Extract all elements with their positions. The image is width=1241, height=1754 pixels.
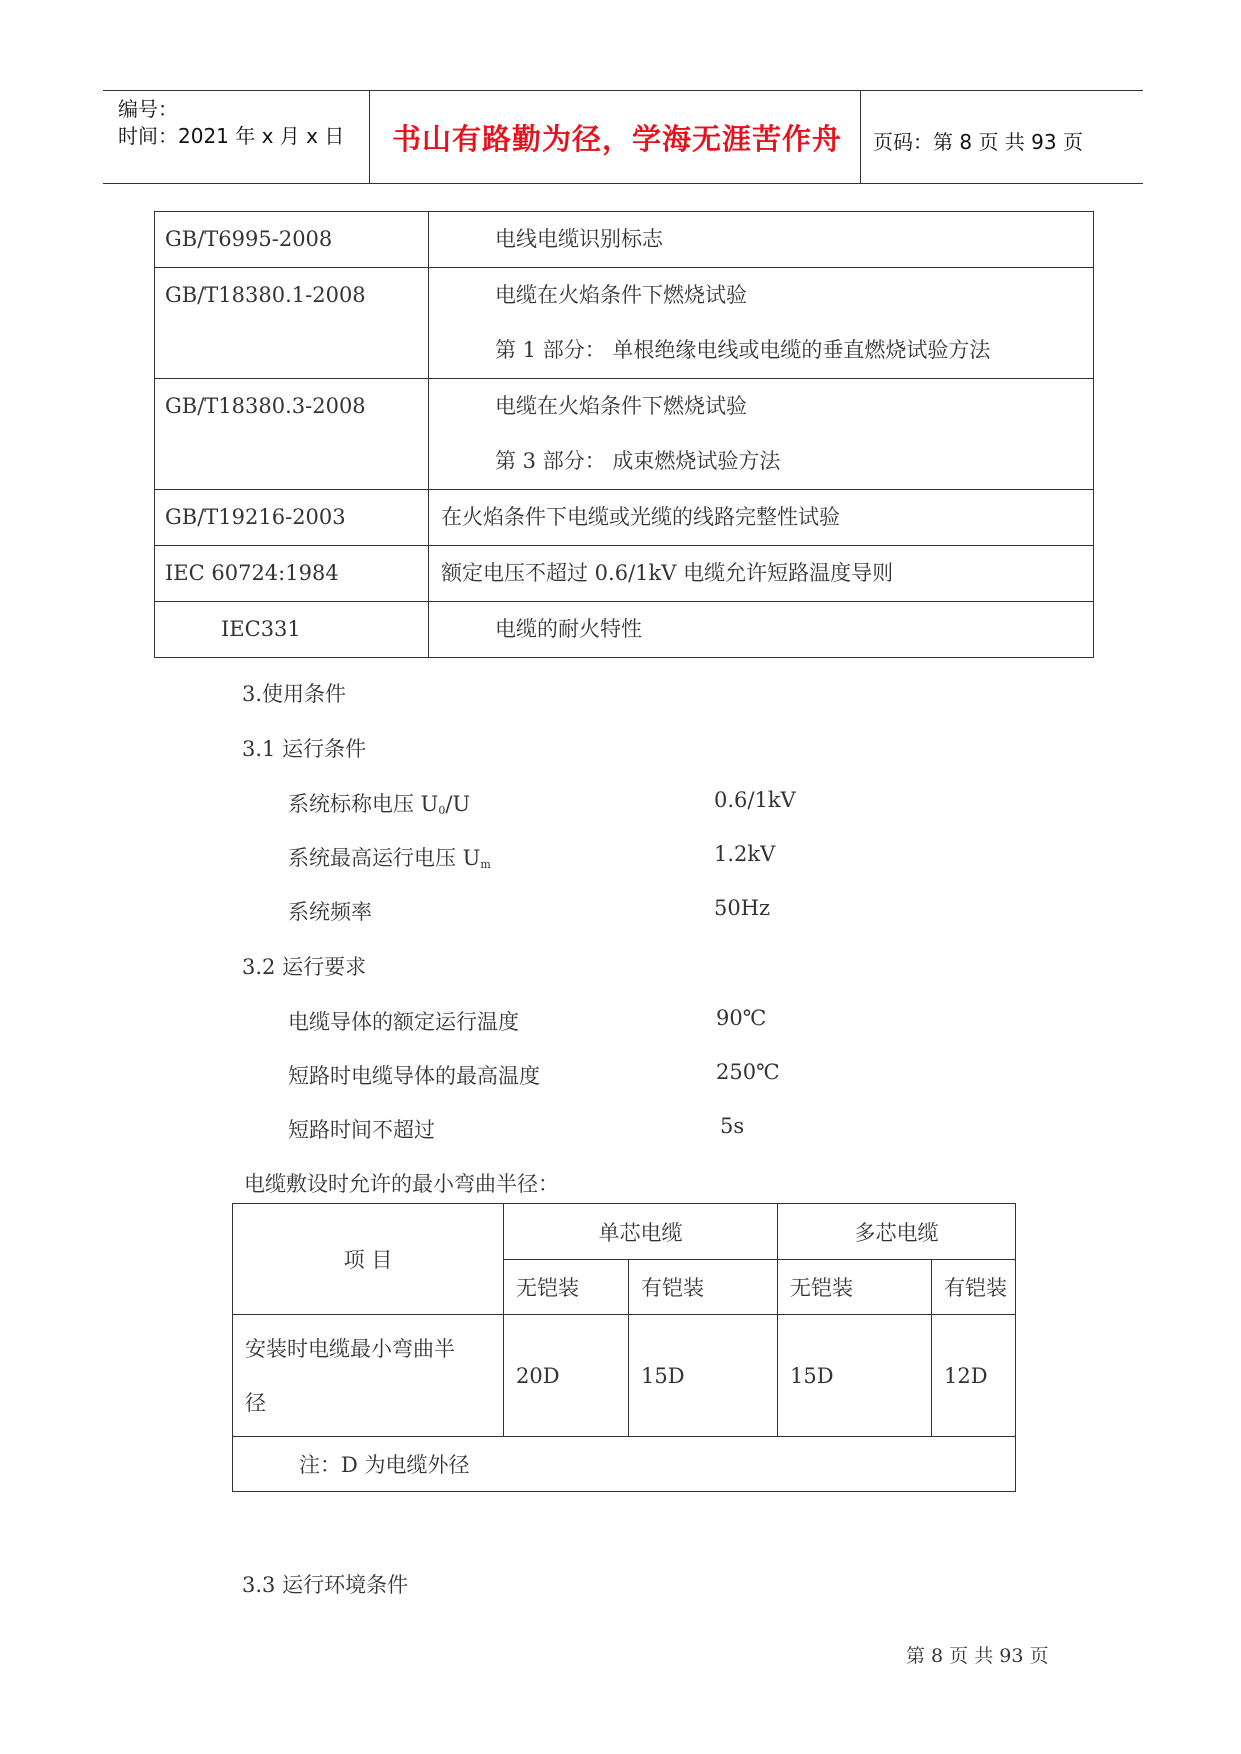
standard-code: GB/T18380.3-2008: [165, 394, 366, 418]
standards-table: [154, 211, 1094, 658]
unarmored-header: 无铠装: [778, 1260, 932, 1315]
armored-header: 有铠装: [629, 1260, 778, 1315]
table-row: [155, 268, 1094, 379]
header-bottom-rule: [103, 183, 1143, 184]
row-label-cell: [233, 1315, 504, 1437]
requirement-label: 短路时间不超过: [288, 1118, 435, 1142]
standard-title-cell: [429, 490, 1094, 546]
standard-title-cell: [429, 546, 1094, 602]
condition-label: [288, 842, 491, 872]
requirement-value: 250℃: [716, 1060, 780, 1084]
bend-value: 20D: [504, 1315, 629, 1437]
standard-code: GB/T18380.1-2008: [165, 283, 366, 307]
subscript: 0: [438, 804, 446, 817]
standard-code: GB/T19216-2003: [165, 505, 346, 529]
requirement-label: 短路时电缆导体的最高温度: [288, 1064, 540, 1088]
table-row: [233, 1437, 1016, 1492]
table-row: [233, 1204, 1016, 1260]
condition-label-text: 系统最高运行电压 U: [288, 846, 481, 870]
standard-subtitle: 第 1 部分： 单根绝缘电线或电缆的垂直燃烧试验方法: [495, 338, 991, 362]
standard-subtitle: 第 3 部分： 成束燃烧试验方法: [495, 449, 781, 473]
row-label-line: 安装时电缆最小弯曲半: [245, 1336, 455, 1361]
single-core-header: 单芯电缆: [504, 1204, 778, 1260]
unarmored-header: 无铠装: [504, 1260, 629, 1315]
standard-title: 电线电缆识别标志: [495, 227, 663, 251]
item-header: 项 目: [343, 1248, 393, 1272]
table-row: [155, 379, 1094, 490]
condition-value: 0.6/1kV: [714, 788, 796, 812]
bend-value: 15D: [629, 1315, 778, 1437]
standard-code-cell: [155, 490, 429, 546]
row-label-line: 径: [245, 1390, 266, 1415]
standard-title: 电缆的耐火特性: [495, 617, 642, 641]
page-indicator: 页码：第 8 页 共 93 页: [873, 130, 1083, 154]
header-divider-right: [860, 90, 861, 183]
condition-value: 1.2kV: [714, 842, 776, 866]
bend-radius-intro: 电缆敷设时允许的最小弯曲半径：: [244, 1172, 559, 1196]
section-3-2-title: 3.2 运行要求: [242, 955, 367, 979]
condition-label-suffix: /U: [445, 792, 471, 816]
header-divider-left: [369, 90, 370, 183]
time-label: 时间：2021 年 x 月 x 日: [118, 124, 345, 148]
footer-page-number: 第 8 页 共 93 页: [906, 1645, 1049, 1667]
table-row: [155, 212, 1094, 268]
section-3-title: 3.使用条件: [242, 682, 347, 706]
armored-header: 有铠装: [932, 1260, 1016, 1315]
motto-title: 书山有路勤为径，学海无涯苦作舟: [392, 122, 843, 156]
standard-title-cell: [429, 268, 1094, 379]
table-note: 注：D 为电缆外径: [233, 1437, 1016, 1492]
standard-title: 电缆在火焰条件下燃烧试验: [495, 283, 747, 307]
section-3-1-title: 3.1 运行条件: [242, 737, 367, 761]
standard-code-cell: [155, 212, 429, 268]
requirement-label: 电缆导体的额定运行温度: [288, 1010, 519, 1034]
bend-value: 15D: [778, 1315, 932, 1437]
standard-code-cell: [155, 602, 429, 658]
table-row: [155, 546, 1094, 602]
table-row: [233, 1315, 1016, 1437]
condition-label: [288, 788, 470, 818]
subscript: m: [480, 858, 491, 871]
requirement-value: 5s: [720, 1114, 745, 1138]
requirement-value: 90℃: [716, 1006, 767, 1030]
standard-title-cell: [429, 212, 1094, 268]
standard-title: 额定电压不超过 0.6/1kV 电缆允许短路温度导则: [441, 561, 894, 585]
table-row: [155, 490, 1094, 546]
bend-value: 12D: [932, 1315, 1016, 1437]
multi-core-header: 多芯电缆: [778, 1204, 1016, 1260]
condition-label-text: 系统标称电压 U: [288, 792, 439, 816]
header-top-rule: [103, 90, 1143, 91]
standard-title-cell: [429, 602, 1094, 658]
standard-code-cell: [155, 268, 429, 379]
table-row: [155, 602, 1094, 658]
standard-code: IEC 60724:1984: [165, 561, 339, 585]
standard-title: 在火焰条件下电缆或光缆的线路完整性试验: [441, 505, 840, 529]
standard-title-cell: [429, 379, 1094, 490]
serial-label: 编号：: [118, 97, 178, 121]
standard-code: IEC331: [221, 617, 301, 641]
standard-code-cell: [155, 379, 429, 490]
standard-code-cell: [155, 546, 429, 602]
standard-title: 电缆在火焰条件下燃烧试验: [495, 394, 747, 418]
standard-code: GB/T6995-2008: [165, 227, 333, 251]
section-3-3-title: 3.3 运行环境条件: [242, 1573, 409, 1597]
bend-radius-table: [232, 1203, 1016, 1492]
item-header-cell: [233, 1204, 504, 1315]
condition-value: 50Hz: [714, 896, 771, 920]
condition-label: 系统频率: [288, 900, 372, 924]
